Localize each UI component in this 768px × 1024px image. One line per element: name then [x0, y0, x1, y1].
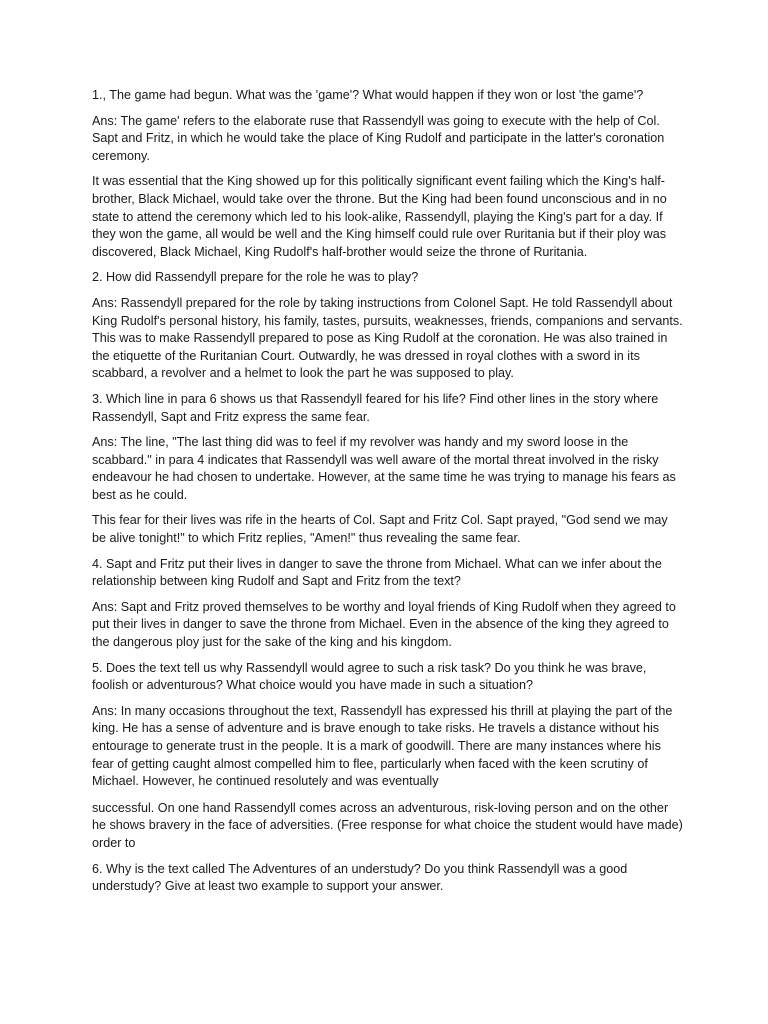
question-5: 5. Does the text tell us why Rassendyll would agree to such a risk task? Do you think he was brave, foolish or adventurous? What choice would you have made in such a situation? [92, 660, 647, 693]
answer-5-continued: successful. On one hand Rassendyll comes across an adventurous, risk-loving person and on the other he shows bravery in the face of adversities. (Free response for what choice the student would have made) order to [92, 800, 683, 850]
answer-5: Ans: In many occasions throughout the text, Rassendyll has expressed his thrill at playing the part of the king. He has a sense of adventure and is brave enough to take risks. He travels a distance without his entourage to generate trust in the people. It is a mark of goodwill. There are many instances where his fear of getting caught almost compelled him to flee, particularly when faced with the keen scrutiny of Michael. However, he continued resolutely and was eventually [92, 703, 673, 789]
answer-2: Ans: Rassendyll prepared for the role by taking instructions from Colonel Sapt. He told Rassendyll about King Rudolf's personal history, his family, tastes, pursuits, weaknesses, friends, companions and servants. This was to make Rassendyll prepared to pose as King Rudolf at the coronation. He was also trained in the etiquette of the Ruritanian Court. Outwardly, he was dressed in royal clothes with a sword in its scabbard, a revolver and a helmet to look the part he was supposed to play. [92, 295, 683, 381]
answer-3: Ans: The line, "The last thing did was to feel if my revolver was handy and my sword loose in the scabbard." in para 4 indicates that Rassendyll was well aware of the mortal threat involved in the risky endeavour he had chosen to undertake. However, at the same time he was trying to manage his fears as best as he could. [92, 435, 676, 502]
question-4: 4. Sapt and Fritz put their lives in danger to save the throne from Michael. What can we infer about the relationship between king Rudolf and Sapt and Fritz from the text? [92, 556, 662, 589]
answer-1-continued: It was essential that the King showed up for this politically significant event failing which the King's half-brother, Black Michael, would take over the throne. But the King had been found unconscious and in no state to attend the ceremony which led to his look-alike, Rassendyll, playing the King's part for a day. If they won the game, all would be well and the King himself could rule over Ruritania but if their ploy was discovered, Black Michael, King Rudolf's half-brother would seize the throne of Ruritania. [92, 174, 667, 259]
answer-1: Ans: The game' refers to the elaborate ruse that Rassendyll was going to execute with the help of Col. Sapt and Fritz, in which he would take the place of King Rudolf and participate in the latter's coronation ceremony. [92, 113, 665, 163]
answer-4: Ans: Sapt and Fritz proved themselves to be worthy and loyal friends of King Rudolf when they agreed to put their lives in danger to save the throne from Michael. Even in the absence of the king they agreed to the dangerous ploy just for the sake of the king and his kingdom. [92, 599, 676, 650]
question-6: 6. Why is the text called The Adventures of an understudy? Do you think Rassendyll was a good understudy? Give at least two example to support your answer. [92, 861, 628, 894]
answer-3-continued: This fear for their lives was rife in the hearts of Col. Sapt and Fritz Col. Sapt prayed, "God send we may be alive tonight!" to which Fritz replies, "Amen!" thus revealing the same fear. [92, 513, 668, 546]
question-1: 1., The game had begun. What was the 'game'? What would happen if they won or lost 'the game'? [92, 88, 644, 102]
question-2: 2. How did Rassendyll prepare for the role he was to play? [92, 270, 419, 285]
document-page [92, 87, 684, 904]
question-3: 3. Which line in para 6 shows us that Rassendyll feared for his life? Find other lines in the story where Rassendyll, Sapt and Fritz express the same fear. [92, 391, 659, 424]
